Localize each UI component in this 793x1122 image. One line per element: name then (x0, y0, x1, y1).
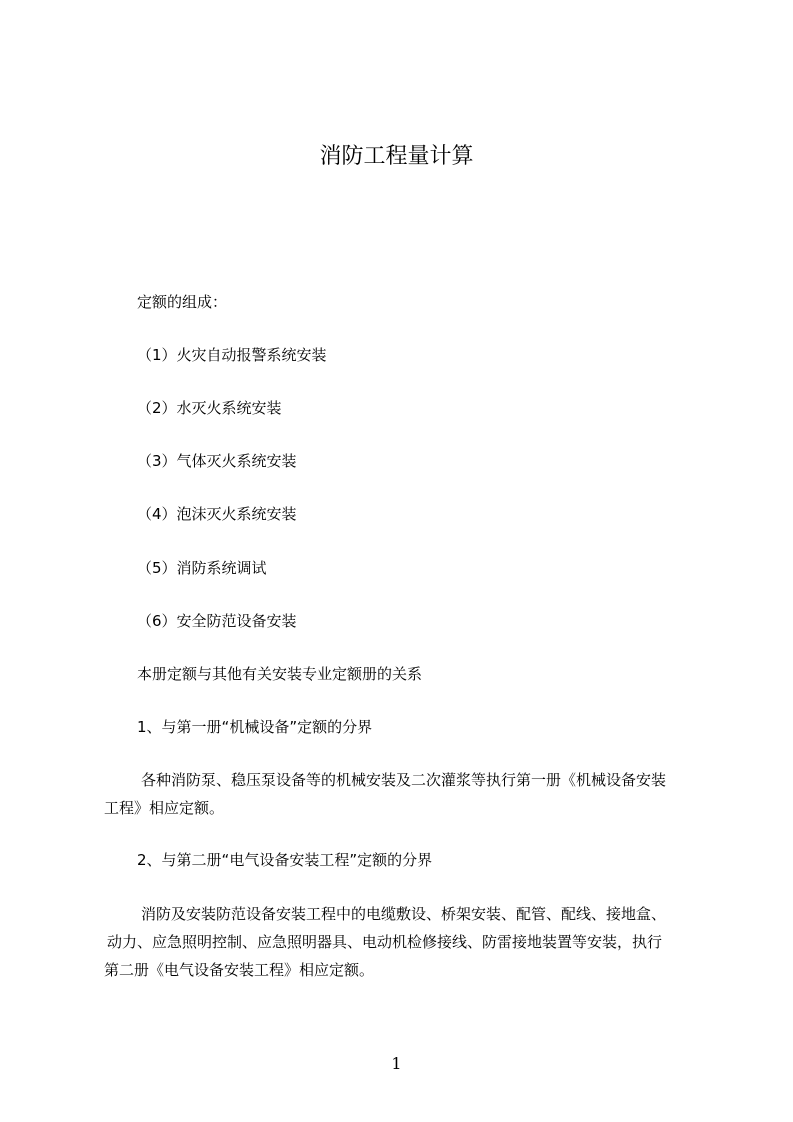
list-item: （2）水灭火系统安装 (137, 399, 282, 417)
section1-body-line: 工程》相应定额。 (104, 799, 225, 817)
section2-heading: 2、与第二册“电气设备安装工程”定额的分界 (137, 851, 433, 869)
relation-heading: 本册定额与其他有关安装专业定额册的关系 (137, 665, 423, 683)
section2-body-line: 消防及安装防范设备安装工程中的电缆敷设、桥架安装、配管、配线、接地盒、 (141, 905, 667, 923)
list-item: （5）消防系统调试 (137, 559, 267, 577)
document-title: 消防工程量计算 (319, 144, 474, 169)
section1-heading: 1、与第一册“机械设备”定额的分界 (137, 718, 373, 736)
page-number: 1 (391, 1054, 402, 1073)
list-item: （1）火灾自动报警系统安装 (137, 346, 327, 364)
composition-heading: 定额的组成： (137, 293, 228, 311)
list-item: （4）泡沫灭火系统安装 (137, 505, 297, 523)
section2-body-line: 动力、应急照明控制、应急照明器具、电动机检修接线、防雷接地装置等安装，执行 (107, 933, 663, 951)
section2-body-line: 第二册《电气设备安装工程》相应定额。 (104, 961, 375, 979)
list-item: （3）气体灭火系统安装 (137, 452, 297, 470)
list-item: （6）安全防范设备安装 (137, 612, 297, 630)
section1-body-line: 各种消防泵、稳压泵设备等的机械安装及二次灌浆等执行第一册《机械设备安装 (141, 771, 667, 789)
